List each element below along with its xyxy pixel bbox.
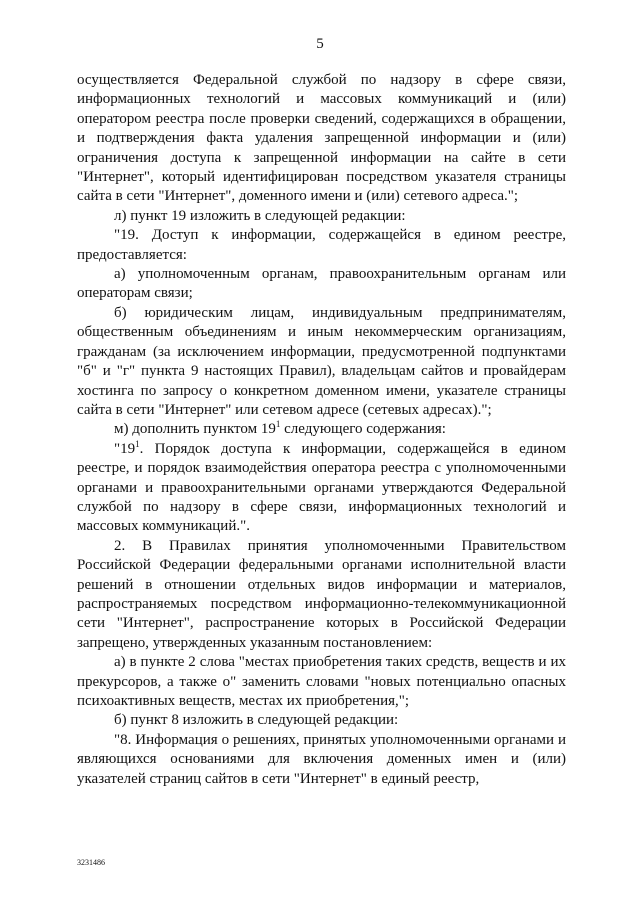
paragraph-4 <box>77 265 566 304</box>
page-number: 5 <box>316 36 324 52</box>
paragraph-2 <box>77 207 566 226</box>
paragraph-3 <box>77 226 566 265</box>
paragraph-text: б) юридическим лицам, индивидуальным предпринимателям, общественным объединениям и иным некоммерческим организациям, гражданам (за исключением информации, предусмотренной подпунктами "б" и "г" пункта 9 настоящих Правил), владельцам сайтов и провайдерам хостинга по запросу о конкретном доменном имени, указателе страницы сайта в сети "Интернет" или сетевом адресе (сетевых адресах)."; <box>77 304 566 418</box>
paragraph-text: "19. Доступ к информации, содержащейся в едином реестре, предоставляется: <box>77 227 566 263</box>
paragraph-text: "19 <box>114 440 136 457</box>
paragraph-text: 2. В Правилах принятия уполномоченными Правительством Российской Федерации федеральными органами исполнительной власти решений в отношении отдельных видов информации и материалов, распространяемых посредством информационно-телекоммуникационной сети "Интернет", распространение которых в Российской Федерации запрещено, утвержденных указанным постановлением: <box>77 537 566 651</box>
superscript: 1 <box>135 438 140 449</box>
paragraph-1 <box>77 71 566 207</box>
paragraph-text: а) в пункте 2 слова "местах приобретения таких средств, веществ и их прекурсоров, а также о" заменить словами "новых потенциально опасных психоактивных веществ, местах их приобретения,"; <box>77 654 566 709</box>
paragraph-text: л) пункт 19 изложить в следующей редакции: <box>114 207 406 224</box>
paragraph-text-continued: следующего содержания: <box>280 421 446 438</box>
paragraph-10 <box>77 711 566 730</box>
paragraph-text: осуществляется Федеральной службой по надзору в сфере связи, информационных технологий и массовых коммуникаций и (или) оператором реестра после проверки сведений, содержащихся в обращении, и подтверждения факта удаления запрещенной информации и (или) ограничения доступа к запрещенной информации на сайте в сети "Интернет", который идентифицирован посредством указателя страницы сайта в сети "Интернет", доменного имени и (или) сетевого адреса."; <box>77 72 566 205</box>
paragraph-7 <box>77 440 566 537</box>
paragraph-text: б) пункт 8 изложить в следующей редакции: <box>114 712 399 729</box>
paragraph-text-continued: . Порядок доступа к информации, содержащейся в едином реестре, и порядок взаимодействия оператора реестра с уполномоченными органами и правоохранительными органами утверждаются Федеральной службой по надзору в сфере связи, информационных технологий и массовых коммуникаций.". <box>77 440 566 535</box>
paragraph-8 <box>77 537 566 653</box>
document-code: 3231486 <box>77 858 105 867</box>
paragraph-text: м) дополнить пунктом 19 <box>114 421 276 438</box>
document-body <box>77 71 566 789</box>
superscript: 1 <box>275 419 281 430</box>
paragraph-6 <box>77 420 566 439</box>
paragraph-11 <box>77 731 566 789</box>
paragraph-5 <box>77 304 566 420</box>
paragraph-9 <box>77 653 566 711</box>
paragraph-text: "8. Информация о решениях, принятых уполномоченными органами и являющихся основаниями для включения доменных имен и (или) указателей страниц сайтов в сети "Интернет" в единый реестр, <box>77 731 566 787</box>
paragraph-text: а) уполномоченным органам, правоохранительным органам или операторам связи; <box>77 266 566 302</box>
